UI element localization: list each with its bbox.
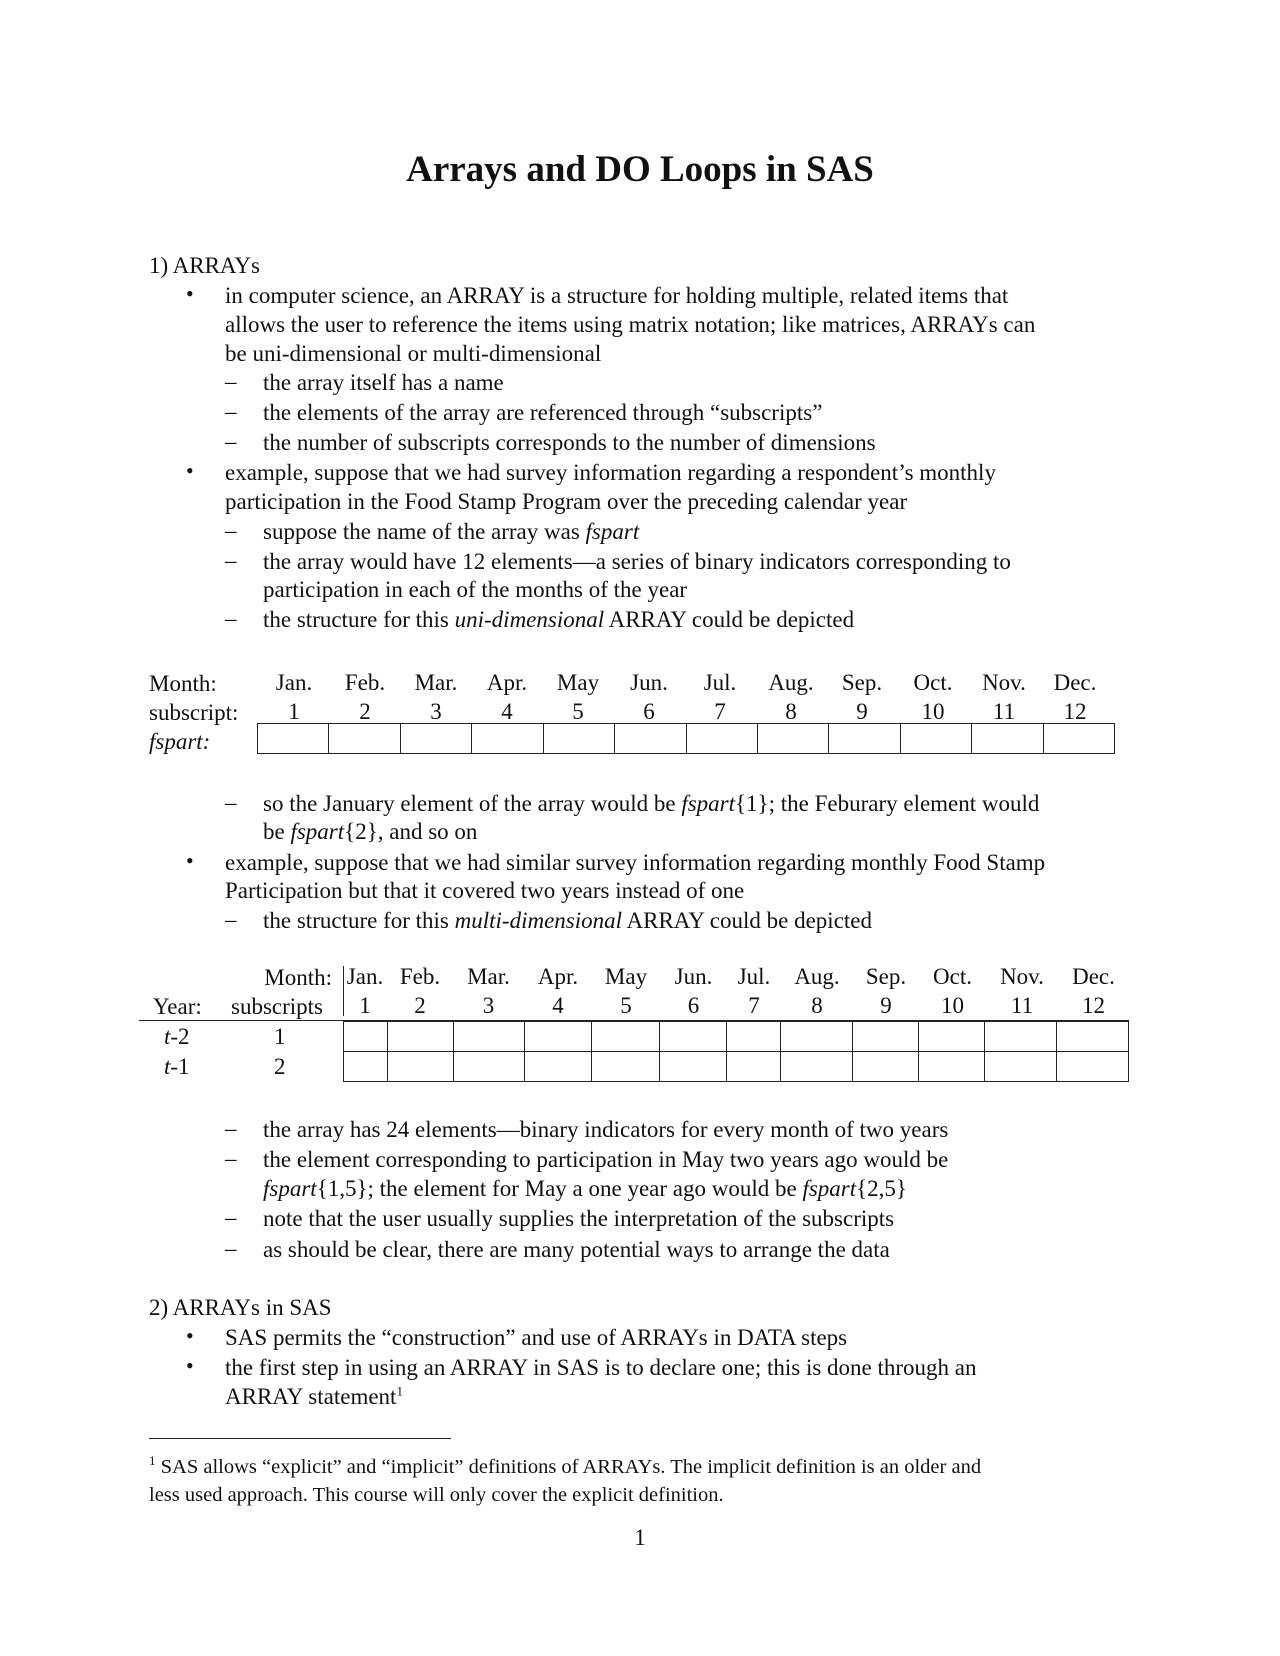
table2-cell <box>454 1022 525 1051</box>
table2-header-divider <box>343 966 344 1016</box>
table2-subscript-header: 12 <box>1082 993 1105 1018</box>
table2-month-header: Mar. <box>467 964 510 989</box>
table2-year-label: Year: <box>153 994 202 1019</box>
table2-cell <box>660 1022 727 1051</box>
table2-month-header: Oct. <box>933 964 972 989</box>
text-line: be uni-dimensional or multi-dimensional <box>225 341 602 366</box>
table2-subscript-header: 1 <box>359 993 371 1018</box>
table2-cell <box>525 1022 593 1051</box>
table2-month-header: Jun. <box>674 964 713 989</box>
text-line: be fspart{2}, and so on <box>263 819 478 844</box>
table1-subscript-header: 6 <box>643 699 655 724</box>
footnote-text: less used approach. This course will only cover the explicit definition. <box>149 1484 724 1506</box>
table2-month-header: Jul. <box>737 964 771 989</box>
table2-cell <box>344 1052 388 1081</box>
table2-cell <box>344 1022 388 1051</box>
dash-icon: – <box>225 548 237 573</box>
page-title: Arrays and DO Loops in SAS <box>406 149 874 190</box>
table1-cell <box>972 724 1043 753</box>
table1-cell <box>472 724 543 753</box>
table1-subscript-header: 9 <box>856 699 868 724</box>
table1-cell <box>1044 724 1114 753</box>
table2-subscripts-label: subscripts <box>231 994 323 1019</box>
bullet-icon: • <box>186 281 194 306</box>
table2-cell <box>1057 1022 1128 1051</box>
table1-month-header: May <box>556 670 600 695</box>
text-line: allows the user to reference the items using matrix notation; like matrices, ARRAYs can <box>225 312 1036 337</box>
text-line: in computer science, an ARRAY is a structure for holding multiple, related items that <box>225 283 1009 308</box>
table1-cell <box>329 724 400 753</box>
table1-fspart-label: fspart: <box>149 729 211 754</box>
section-1-heading: 1) ARRAYs <box>149 253 260 278</box>
table1-subscript-header: 1 <box>288 699 300 724</box>
table2-month-header: Jan. <box>346 964 384 989</box>
dash-icon: – <box>225 1236 237 1261</box>
table2-cell <box>985 1022 1057 1051</box>
table2-cell <box>781 1022 853 1051</box>
table1-month-header: Sep. <box>841 670 883 695</box>
table2-subscript-header: 11 <box>1010 993 1034 1018</box>
dash-icon: – <box>225 429 237 454</box>
table2-month-header: Aug. <box>794 964 840 989</box>
table2-cell <box>853 1052 919 1081</box>
page-number: 1 <box>634 1525 646 1550</box>
table2-cell <box>727 1052 781 1081</box>
table1-cell <box>687 724 758 753</box>
table1-subscript-header: 5 <box>572 699 584 724</box>
table1-subscript-header: 10 <box>921 699 945 724</box>
table1-subscript-header: 11 <box>992 699 1016 724</box>
table2-subscript-header: 6 <box>687 993 700 1018</box>
text-line: the array has 24 elements—binary indicators for every month of two years <box>263 1117 949 1142</box>
table2-row-sub: 2 <box>274 1054 286 1079</box>
dash-icon: – <box>225 369 237 394</box>
table1-month-header: Aug. <box>768 670 814 695</box>
table1-month-label: Month: <box>149 671 217 696</box>
table2-cell <box>727 1022 781 1051</box>
text-line: as should be clear, there are many potential ways to arrange the data <box>263 1237 890 1262</box>
text-line: note that the user usually supplies the interpretation of the subscripts <box>263 1206 895 1231</box>
dash-icon: – <box>225 399 237 424</box>
text-line: so the January element of the array would be fspart{1}; the Feburary element would <box>263 791 1040 816</box>
bullet-icon: • <box>186 848 194 873</box>
table1-cell <box>758 724 829 753</box>
table2-row-sub: 1 <box>274 1024 286 1049</box>
table1-cell <box>901 724 972 753</box>
table2-cell <box>781 1052 853 1081</box>
table2-month-header: Dec. <box>1072 964 1115 989</box>
table1-month-header: Nov. <box>982 670 1026 695</box>
table1-cell <box>829 724 900 753</box>
table2-cell <box>660 1052 727 1081</box>
table2-cell <box>919 1052 986 1081</box>
text-line: participation in the Food Stamp Program over the preceding calendar year <box>225 489 908 514</box>
text-line: participation in each of the months of the year <box>263 577 688 602</box>
section-2-heading: 2) ARRAYs in SAS <box>149 1295 332 1320</box>
table1-grid <box>257 723 1115 754</box>
text-line: ARRAY statement$^1$ <box>225 1383 403 1409</box>
text-line: SAS permits the “construction” and use of ARRAYs in DATA steps <box>225 1325 848 1350</box>
dash-icon: – <box>225 606 237 631</box>
table2-cell <box>985 1052 1057 1081</box>
table2-grid-row <box>343 1051 1129 1082</box>
table2-cell <box>919 1022 986 1051</box>
bullet-icon: • <box>186 458 194 483</box>
text-line: the array itself has a name <box>263 370 504 395</box>
table2-month-label: Month: <box>264 965 332 990</box>
table2-cell <box>525 1052 593 1081</box>
table2-cell <box>1057 1052 1128 1081</box>
bullet-icon: • <box>186 1323 194 1348</box>
table2-subscript-header: 5 <box>620 993 632 1018</box>
footnote-ref[interactable]: 1 <box>396 1383 403 1399</box>
table1-month-header: Jul. <box>703 670 737 695</box>
table2-grid-row <box>343 1021 1129 1052</box>
text-line: the element corresponding to participation in May two years ago would be <box>263 1147 949 1172</box>
table2-subscript-header: 2 <box>414 993 426 1018</box>
table1-month-header: Dec. <box>1053 670 1097 695</box>
text-line: the first step in using an ARRAY in SAS is to declare one; this is done through an <box>225 1355 977 1380</box>
dash-icon: – <box>225 518 237 543</box>
table2-month-header: Nov. <box>1000 964 1044 989</box>
table2-cell <box>388 1022 454 1051</box>
footnote-rule <box>149 1438 451 1439</box>
text-line: example, suppose that we had similar survey information regarding monthly Food Stamp <box>225 850 1046 875</box>
dash-icon: – <box>225 1146 237 1171</box>
table2-cell <box>592 1022 660 1051</box>
table2-cell <box>592 1052 660 1081</box>
table1-month-header: Jun. <box>630 670 668 695</box>
table2-subscript-header: 9 <box>880 993 892 1018</box>
table1-subscript-header: 4 <box>501 699 513 724</box>
table1-subscript-header: 3 <box>430 699 442 724</box>
text-line: example, suppose that we had survey information regarding a respondent’s monthly <box>225 460 996 485</box>
footnote-text: $^1$ SAS allows “explicit” and “implicit” definitions of ARRAYs. The implicit definition is an older and <box>149 1453 982 1478</box>
text-line: the number of subscripts corresponds to the number of dimensions <box>263 430 876 455</box>
table1-cell <box>401 724 472 753</box>
table1-cell <box>544 724 615 753</box>
table1-cell <box>615 724 686 753</box>
table2-month-header: May <box>604 964 648 989</box>
table1-month-header: Feb. <box>344 670 386 695</box>
table1-month-header: Mar. <box>414 670 458 695</box>
table2-subscript-header: 10 <box>941 993 964 1018</box>
table2-subscript-header: 3 <box>482 993 495 1018</box>
text-line: fspart{1,5}; the element for May a one year ago would be fspart{2,5} <box>263 1176 907 1201</box>
table2-cell <box>388 1052 454 1081</box>
dash-icon: – <box>225 790 237 815</box>
text-line: the elements of the array are referenced through “subscripts” <box>263 400 823 425</box>
dash-icon: – <box>225 1116 237 1141</box>
table2-row-year: t-2 <box>164 1024 190 1049</box>
table1-subscript-header: 7 <box>714 699 726 724</box>
table2-subscript-header: 7 <box>748 993 760 1018</box>
table2-month-header: Feb. <box>399 964 441 989</box>
table1-month-header: Jan. <box>275 670 313 695</box>
table1-month-header: Oct. <box>913 670 953 695</box>
dash-icon: – <box>225 907 237 932</box>
table1-cell <box>258 724 329 753</box>
text-line: the array would have 12 elements—a series of binary indicators corresponding to <box>263 549 1011 574</box>
table2-subscript-header: 8 <box>811 993 823 1018</box>
text-line: the structure for this multi-dimensional ARRAY could be depicted <box>263 908 873 933</box>
table2-cell <box>853 1022 919 1051</box>
bullet-icon: • <box>186 1353 194 1378</box>
table1-subscript-header: 8 <box>785 699 797 724</box>
table2-month-header: Apr. <box>537 964 579 989</box>
table1-subscript-label: subscript: <box>149 700 239 725</box>
table2-subscript-header: 4 <box>552 993 564 1018</box>
text-line: suppose the name of the array was fspart <box>263 519 640 544</box>
table1-subscript-header: 12 <box>1063 699 1087 724</box>
text-line: Participation but that it covered two years instead of one <box>225 878 745 903</box>
table1-subscript-header: 2 <box>359 699 371 724</box>
table2-month-header: Sep. <box>865 964 907 989</box>
table1-month-header: Apr. <box>486 670 528 695</box>
dash-icon: – <box>225 1205 237 1230</box>
table2-cell <box>454 1052 525 1081</box>
text-line: the structure for this uni-dimensional ARRAY could be depicted <box>263 607 855 632</box>
table2-row-year: t-1 <box>164 1054 190 1079</box>
